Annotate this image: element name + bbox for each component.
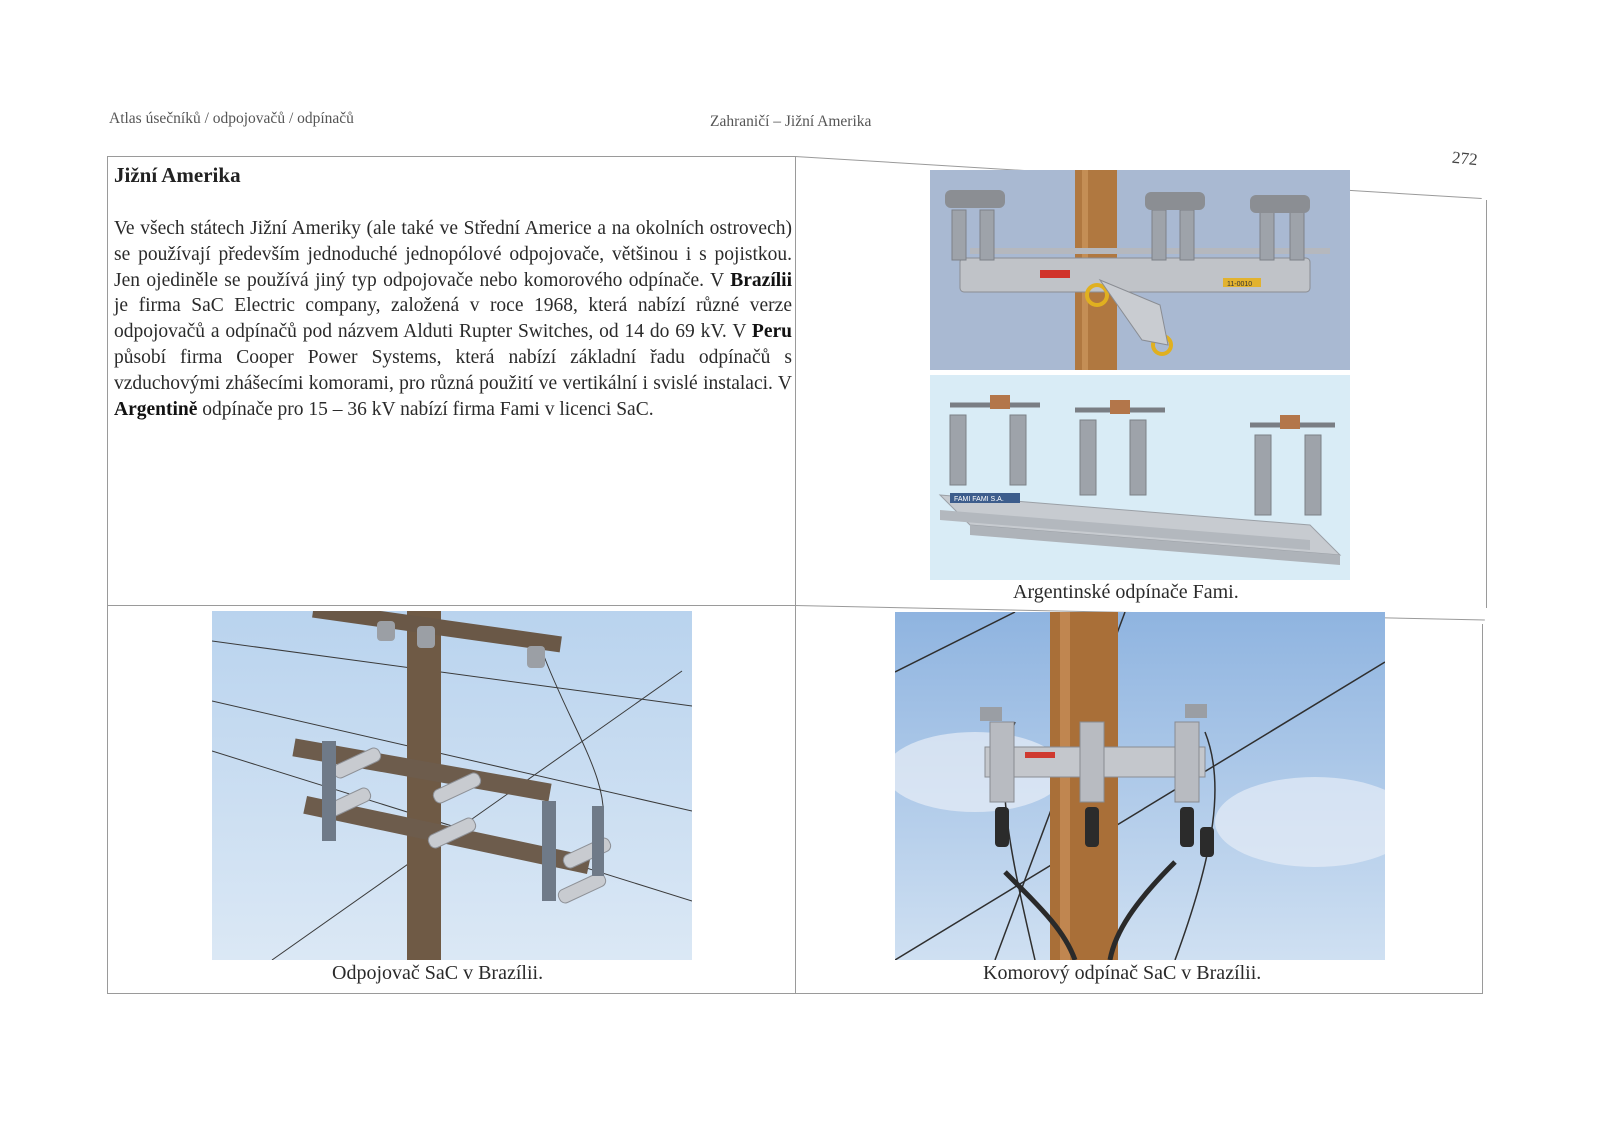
caption-fami: Argentinské odpínače Fami. xyxy=(1013,581,1239,603)
paragraph-text: odpínače pro 15 – 36 kV nabízí firma Fami v licenci SaC. xyxy=(197,398,654,420)
body-paragraph xyxy=(114,216,792,422)
table-border-right-lower xyxy=(1482,624,1483,994)
running-header-center: Zahraničí – Jižní Amerika xyxy=(710,113,872,130)
table-border-middle-horizontal xyxy=(107,605,795,606)
running-header-left: Atlas úsečníků / odpojovačů / odpínačů xyxy=(109,110,354,127)
paragraph-bold-argentina: Argentině xyxy=(114,398,198,420)
caption-sac-disconnector: Odpojovač SaC v Brazílii. xyxy=(332,962,544,984)
table-border-right-upper xyxy=(1486,200,1487,608)
table-border-middle-vertical xyxy=(795,156,796,994)
photo-sac-chamber-switch xyxy=(895,612,1385,960)
photo-fami-switch-pole xyxy=(930,170,1350,370)
fami-tag-label: 11-0010 xyxy=(1227,281,1253,288)
paragraph-bold-brazil: Brazílii xyxy=(730,269,792,291)
paragraph-text: působí firma Cooper Power Systems, která nabízí základní řadu odpínačů s vzduchovými zhášecími komorami, pro různá použití ve vertikální i svislé instalaci. V xyxy=(114,346,792,394)
fami-frame-label: FAMI FAMI S.A. xyxy=(954,496,1004,503)
table-border-left xyxy=(107,156,108,994)
paragraph-bold-peru: Peru xyxy=(751,321,792,343)
paragraph-text: Ve všech státech Jižní Ameriky (ale také ve Střední Americe a na okolních ostrovech) se používají především jednoduché jednopólové odpojovače, většinou i s pojistkou. Jen ojediněle se používá jiný typ odpojovače nebo komorového odpínače. V xyxy=(114,218,792,291)
page-number: 272 xyxy=(1451,147,1479,170)
paragraph-text: je firma SaC Electric company, založená v roce 1968, která nabízí různé verze odpojovačů a odpínačů pod názvem Alduti Rupter Switches, od 14 do 69 kV. V xyxy=(114,295,792,343)
table-border-bottom xyxy=(107,993,1483,994)
photo-sac-disconnector xyxy=(212,611,692,960)
caption-sac-chamber-switch: Komorový odpínač SaC v Brazílii. xyxy=(983,962,1262,984)
photo-fami-switch-frame xyxy=(930,375,1350,580)
section-title: Jižní Amerika xyxy=(114,163,241,187)
table-border-top xyxy=(107,156,795,157)
